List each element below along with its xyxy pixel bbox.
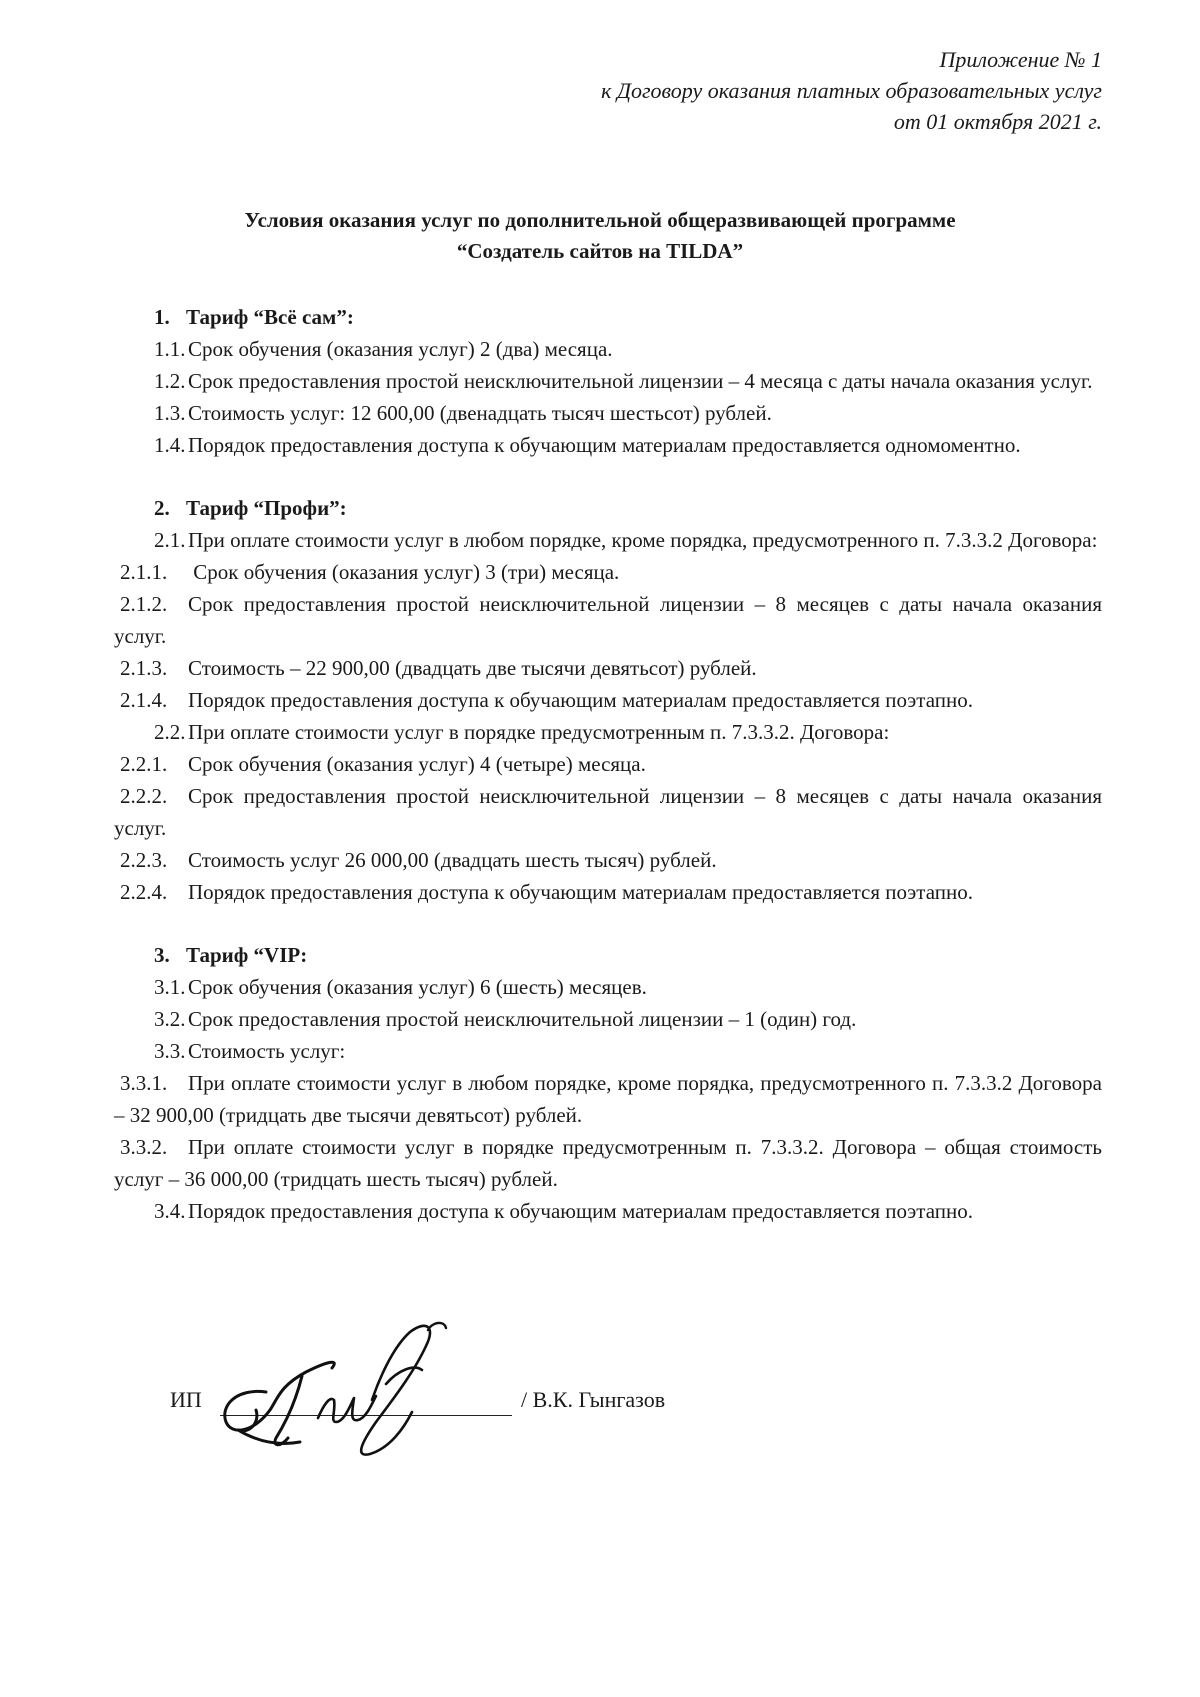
document-body [114, 301, 1102, 1227]
clause-text: При оплате стоимости услуг в любом порядке, кроме порядка, предусмотренного п. 7.3.3.2 Договора: [188, 528, 1098, 552]
clause [114, 1067, 1102, 1131]
clause [114, 780, 1102, 844]
title-line-1: Условия оказания услуг по дополнительной общеразвивающей программе [244, 208, 956, 232]
clause-text: Срок предоставления простой неисключительной лицензии – 8 месяцев с даты начала оказания услуг. [114, 784, 1102, 840]
clause-text: Срок обучения (оказания услуг) 2 (два) месяца. [188, 337, 613, 361]
clause-text: Срок предоставления простой неисключительной лицензии – 4 месяца с даты начала оказания услуг. [188, 369, 1093, 393]
clause-number: 2.1.1. [120, 560, 168, 584]
clause [114, 556, 1102, 588]
clause-number: 2.2.1. [120, 752, 168, 776]
section-number: 1. [154, 305, 170, 329]
clause-number: 1.3. [154, 401, 186, 425]
clause [114, 652, 1102, 684]
clause [114, 684, 1102, 716]
clause-text: Срок обучения (оказания услуг) 3 (три) месяца. [188, 560, 620, 584]
clause [114, 1195, 1102, 1227]
attachment-contract-ref: к Договору оказания платных образовательных услуг [601, 78, 1102, 103]
clause-text: При оплате стоимости услуг в порядке предусмотренным п. 7.3.3.2. Договора: [188, 720, 890, 744]
clause-text: При оплате стоимости услуг в любом порядке, кроме порядка, предусмотренного п. 7.3.3.2 Договора – 32 900,00 (тридцать две тысячи девятьсот) рублей. [114, 1071, 1102, 1127]
clause [114, 716, 1102, 748]
clause-text: Порядок предоставления доступа к обучающим материалам предоставляется одномоментно. [188, 433, 1021, 457]
clause [114, 365, 1102, 397]
clause [114, 876, 1102, 908]
clause-number: 3.1. [154, 975, 186, 999]
attachment-number: Приложение № 1 [939, 47, 1102, 72]
clause-number: 2.1.2. [120, 592, 168, 616]
clause [114, 971, 1102, 1003]
clause-number: 1.1. [154, 337, 186, 361]
clause-number: 2.1. [154, 528, 186, 552]
clause-number: 3.3. [154, 1039, 186, 1063]
clause-number: 3.4. [154, 1199, 186, 1223]
signature-prefix: ИП [170, 1387, 202, 1412]
section-title: Тариф “Всё сам”: [186, 305, 354, 329]
clause [114, 1003, 1102, 1035]
clause [114, 429, 1102, 461]
section-number: 2. [154, 496, 170, 520]
clause-number: 2.2.3. [120, 848, 168, 872]
clause [114, 588, 1102, 652]
clause-number: 2.1.4. [120, 688, 168, 712]
clause-text: Порядок предоставления доступа к обучающим материалам предоставляется поэтапно. [188, 1199, 973, 1223]
document-title [0, 205, 1200, 267]
clause-number: 1.4. [154, 433, 186, 457]
clause-text: Порядок предоставления доступа к обучающим материалам предоставляется поэтапно. [188, 688, 973, 712]
clause-text: Стоимость услуг: [188, 1039, 346, 1063]
clause-number: 3.3.2. [120, 1135, 168, 1159]
tariff-section [114, 939, 1102, 1227]
attachment-header [601, 44, 1102, 137]
clause [114, 748, 1102, 780]
clause [114, 844, 1102, 876]
clause-text: Порядок предоставления доступа к обучающим материалам предоставляется поэтапно. [188, 880, 973, 904]
clause-number: 3.2. [154, 1007, 186, 1031]
attachment-date: от 01 октября 2021 г. [893, 109, 1102, 134]
section-number: 3. [154, 943, 170, 967]
clause [114, 397, 1102, 429]
section-heading [114, 492, 1102, 524]
title-line-2: “Создатель сайтов на TILDA” [456, 239, 744, 263]
clause-text: Срок предоставления простой неисключительной лицензии – 1 (один) год. [188, 1007, 857, 1031]
clause-text: При оплате стоимости услуг в порядке предусмотренным п. 7.3.3.2. Договора – общая стоимость услуг – 36 000,00 (тридцать шесть тысяч) рублей. [114, 1135, 1102, 1191]
clause [114, 524, 1102, 556]
clause-text: Срок обучения (оказания услуг) 4 (четыре) месяца. [188, 752, 646, 776]
clause-text: Стоимость услуг: 12 600,00 (двенадцать тысяч шестьсот) рублей. [188, 401, 772, 425]
handwritten-signature [214, 1318, 514, 1468]
section-heading [114, 939, 1102, 971]
clause-number: 2.2.2. [120, 784, 168, 808]
clause-number: 2.2.4. [120, 880, 168, 904]
clause-number: 2.2. [154, 720, 186, 744]
clause-text: Срок обучения (оказания услуг) 6 (шесть) месяцев. [188, 975, 647, 999]
section-title: Тариф “VIP: [186, 943, 308, 967]
clause [114, 1131, 1102, 1195]
clause-number: 1.2. [154, 369, 186, 393]
clause-number: 2.1.3. [120, 656, 168, 680]
clause [114, 333, 1102, 365]
clause-text: Стоимость – 22 900,00 (двадцать две тысячи девятьсот) рублей. [188, 656, 757, 680]
tariff-section [114, 301, 1102, 461]
clause-text: Срок предоставления простой неисключительной лицензии – 8 месяцев с даты начала оказания услуг. [114, 592, 1102, 648]
tariff-section [114, 492, 1102, 908]
signatory-name: / В.К. Гынгазов [521, 1387, 666, 1412]
clause [114, 1035, 1102, 1067]
section-heading [114, 301, 1102, 333]
clause-number: 3.3.1. [120, 1071, 168, 1095]
section-title: Тариф “Профи”: [186, 496, 347, 520]
clause-text: Стоимость услуг 26 000,00 (двадцать шесть тысяч) рублей. [188, 848, 717, 872]
